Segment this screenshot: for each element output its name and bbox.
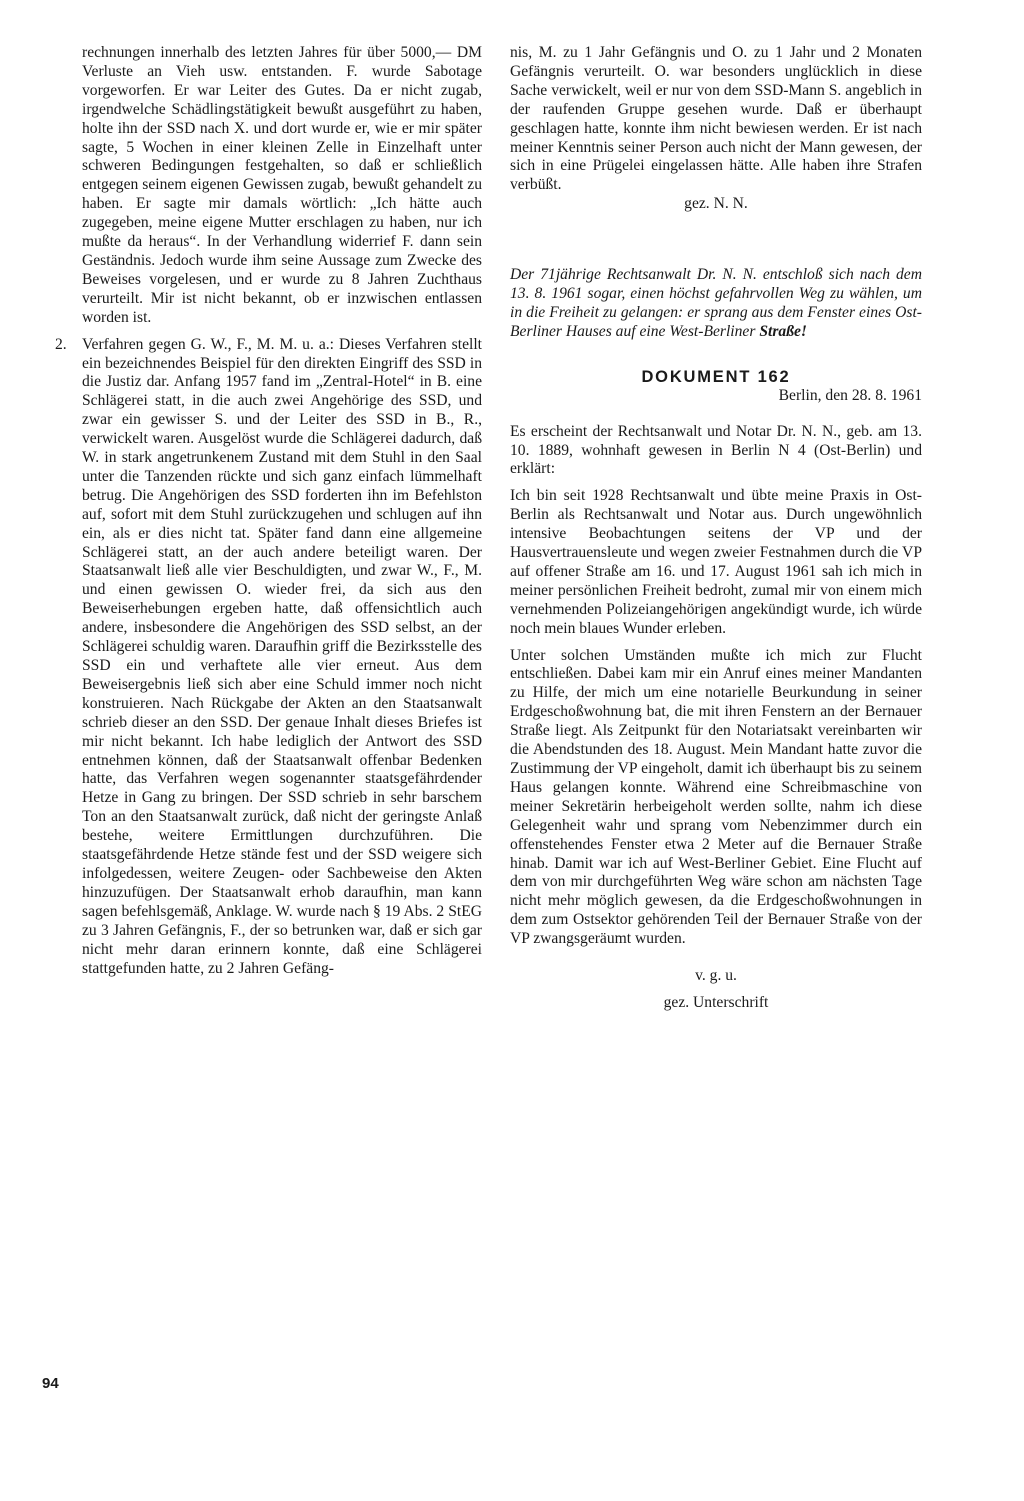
declaration-paragraph: Es erscheint der Rechtsanwalt und Notar Dr. N. N., geb. am 13. 10. 1889, wohnhaft gewesen in Berlin N 4 (Ost-Berlin) und erklärt: (510, 422, 922, 478)
right-paragraph-continuation: nis, M. zu 1 Jahr Gefängnis und O. zu 1 Jahr und 2 Monaten Gefängnis verurteilt. O. war besonders unglücklich in diese Sache verwickelt, weil er nur von dem SSD-Mann S. angeblich in der raufenden Gruppe gesehen wurde. Daß er überhaupt geschlagen hatte, konnte ihm nicht bewiesen werden. Er ist nach meiner Kenntnis seiner Person auch nicht der Mann gewesen, der sich in eine Prügelei eingelassen hätte. Alle haben ihre Strafen verbüßt. (510, 44, 922, 194)
list-item-text: Verfahren gegen G. W., F., M. M. u. a.: Dieses Verfahren stellt ein bezeichnendes Beispiel für den direkten Eingriff des SSD in die Justiz dar. Anfang 1957 fand im „Zentral-Hotel“ in B. eine Schlägerei statt, in die auch zwei Angehörige des SSD, und zwar ein gewisser S. und der Leiter des SSD in B., R., verwickelt waren. Ausgelöst wurde die Schlägerei dadurch, daß W. in stark angetrunkenem Zustand mit dem Stuhl in den Saal unter die Tanzenden rückte und sich ganz einfach lümmelhaft betrug. Die Angehörigen des SSD forderten ihn im Befehlston auf, sofort mit dem Stuhl zurückzugehen und schlugen auf ihn ein, als er dies nicht tat. Später fand dann eine allgemeine Schlägerei statt, an der auch andere beteiligt waren. Der Staatsanwalt ließ alle vier Beschuldigten, und zwar W., F., M. und einen gewissen O. wieder frei, da sich aus den Beweiserhebungen ergeben hatte, daß offensichtlich auch andere, insbesondere die Angehörigen des SSD selbst, an der Schlägerei schuldig waren. Daraufhin griff die Bezirksstelle des SSD ein und verhaftete alle vier erneut. Aus dem Beweisergebnis ließ sich aber eine Schuld immer noch nicht konstruieren. Nach Rückgabe der Akten an den Staatsanwalt schrieb dieser an den SSD. Der genaue Inhalt dieses Briefes ist mir nicht bekannt. Ich habe lediglich der Antwort des SSD entnehmen können, daß der Staatsanwalt offenbar Bedenken hatte, das Verfahren wegen sogenannter staatsgefährdender Hetze in Gang zu bringen. Der SSD schrieb in sehr barschem Ton an den Staatsanwalt zurück, daß nicht der geringste Anlaß bestehe, weitere Ermittlungen durchzuführen. Die staatsgefährdende Hetze stände fest und der SSD weigere sich infolgedessen, weitere Zeugen- oder Sachbeweise den Akten hinzuzufügen. Der Staatsanwalt erhob daraufhin, man kann sagen befehlsgemäß, Anklage. W. wurde nach § 19 Abs. 2 StEG zu 3 Jahren Gefängnis, F., der so betrunken war, daß er sich gar nicht mehr daran erinnern konnte, daß eine Schlägerei stattgefunden hatte, zu 2 Jahren Gefäng- (82, 335, 482, 977)
left-paragraph-continuation: rechnungen innerhalb des letzten Jahres für über 5000,— DM Verluste an Vieh usw. entstanden. F. wurde Sabotage vorgeworfen. Er war Leiter des Gutes. Da er nicht zugab, irgendwelche Schädlingstätigkeit bewußt ausgeführt zu haben, holte ihn der SSD nach X. und dort wurde er, wie er mir später sagte, 5 Wochen in einer kleinen Zelle in Einzelhaft unter schweren Bedingungen festgehalten, so daß er schließlich entgegen seinem eigenen Gewissen zugab, bewußt gehandelt zu haben. Er sagte mir damals wörtlich: „Ich hätte auch zugegeben, meine eigene Mutter erschlagen zu haben, nur ich mußte da heraus“. In der Verhandlung widerrief F. dann sein Geständnis. Jedoch wurde ihm seine Aussage zum Zwecke des Beweises vorgelesen, und er wurde zu 8 Jahren Zuchthaus verurteilt. Mir ist nicht bekannt, ob er inzwischen entlassen worden ist. (82, 44, 482, 326)
list-item-2 (55, 335, 482, 979)
document-intro (510, 266, 922, 342)
right-column (510, 44, 922, 1013)
list-item-number: 2. (55, 335, 67, 353)
left-column (55, 44, 482, 978)
page-number: 94 (42, 1375, 59, 1392)
intro-emphasis: Straße! (759, 322, 807, 340)
signature-unterschrift: gez. Unterschrift (663, 993, 769, 1011)
closing-vgu: v. g. u. (695, 967, 737, 985)
dateline: Berlin, den 28. 8. 1961 (778, 386, 922, 404)
statement-paragraph-2: Unter solchen Umständen mußte ich mich zur Flucht entschließen. Dabei kam mir ein Anruf eines meiner Mandanten zu Hilfe, der mich um eine notarielle Beurkundung in seiner Erdgeschoßwohnung bat, die mit ihren Fenstern an der Bernauer Straße liegt. Als Zeitpunkt für den Notariatsakt vereinbarten wir die Abendstunden des 18. August. Mein Mandant hatte zuvor die Zustimmung der VP eingeholt, damit ich überhaupt bis zu seinem Haus gelangen konnte. Während eine Schreibmaschine von meiner Sekretärin herbeigeholt werden sollte, nahm ich diese Gelegenheit wahr und sprang vom Nebenzimmer durch ein offenstehendes Fenster etwa 2 Meter auf die Bernauer Straße hinab. Damit war ich auf West-Berliner Gebiet. Eine Flucht auf dem von mir durchgeführten Weg wäre schon am nächsten Tage nicht mehr möglich gewesen, da die Erdgeschoßwohnungen in dem zum Ostsektor gehörenden Teil der Bernauer Straße von der VP zwangsgeräumt wurden. (510, 646, 922, 948)
statement-paragraph-1: Ich bin seit 1928 Rechtsanwalt und übte meine Praxis in Ost-Berlin als Rechtsanwalt und Notar aus. Durch ungewöhnlich intensive Beobachtungen seitens der VP und der Hausvertrauensleute und wegen zweier Festnahmen durch die VP auf offener Straße am 16. und 17. August 1961 sah ich mich in meiner persönlichen Freiheit bedroht, zumal mir von einem mich vernehmenden Polizeiangehörigen angekündigt wurde, ich würde noch mein blaues Wunder erleben. (510, 487, 922, 637)
document-heading: DOKUMENT 162 (641, 367, 791, 386)
intro-text: Der 71jährige Rechtsanwalt Dr. N. N. entschloß sich nach dem 13. 8. 1961 sogar, einen höchst gefahrvollen Weg zu wählen, um in die Freiheit zu gelangen: er sprang aus dem Fenster eines Ost-Berliner Hauses auf eine West-Berliner (510, 266, 922, 340)
signature-nn: gez. N. N. (684, 195, 748, 213)
